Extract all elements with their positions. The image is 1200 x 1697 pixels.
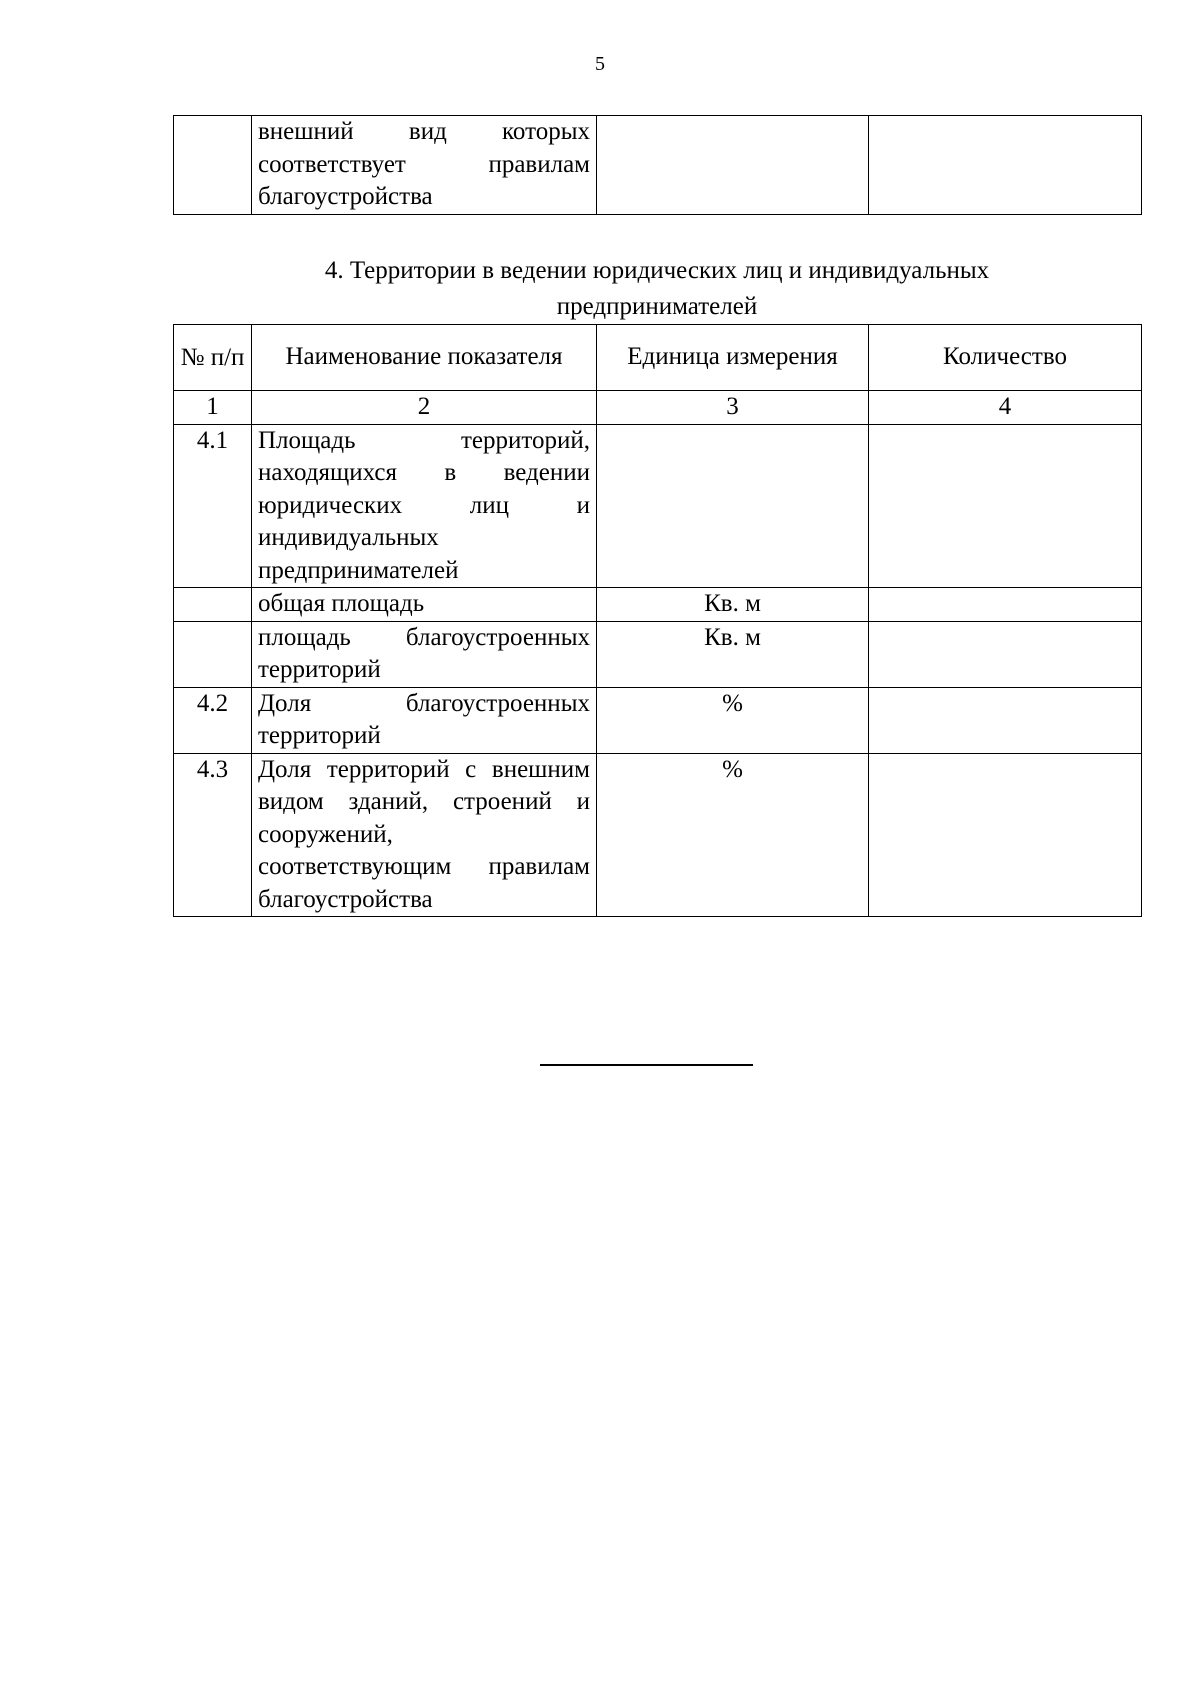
indicator-name-cell: общая площадь [252, 588, 597, 622]
page-number: 5 [595, 53, 605, 75]
column-index-3: 3 [597, 391, 869, 425]
indicator-name-cell: Доля благоустроенных территорий [252, 687, 597, 753]
table-row [174, 424, 1142, 588]
row-number-cell [174, 116, 252, 215]
row-number-cell [174, 588, 252, 622]
unit-cell [597, 424, 869, 588]
header-num: № п/п [174, 325, 252, 391]
indicators-table [173, 324, 1142, 917]
indicator-name-cell: площадь благоустроенных территорий [252, 621, 597, 687]
continuation-table [173, 115, 1142, 215]
quantity-cell [869, 621, 1142, 687]
column-index-1: 1 [174, 391, 252, 425]
column-index-row [174, 391, 1142, 425]
row-number-cell [174, 621, 252, 687]
end-divider [540, 1064, 753, 1066]
quantity-cell [869, 753, 1142, 917]
section-title-line-1: 4. Территории в ведении юридических лиц и индивидуальных [324, 257, 990, 284]
quantity-cell [869, 424, 1142, 588]
header-unit: Единица измерения [597, 325, 869, 391]
row-number-cell: 4.2 [174, 687, 252, 753]
table-row [174, 753, 1142, 917]
table-row [174, 116, 1142, 215]
unit-cell: Кв. м [597, 621, 869, 687]
unit-cell: Кв. м [597, 588, 869, 622]
quantity-cell [869, 588, 1142, 622]
unit-cell: % [597, 753, 869, 917]
quantity-cell [869, 687, 1142, 753]
header-name: Наименование показателя [252, 325, 597, 391]
indicator-name-cell: внешний вид которых соответствует правилам благоустройства [252, 116, 597, 215]
column-index-4: 4 [869, 391, 1142, 425]
row-number-cell: 4.3 [174, 753, 252, 917]
table-row [174, 621, 1142, 687]
table-header-row [174, 325, 1142, 391]
column-index-2: 2 [252, 391, 597, 425]
unit-cell [597, 116, 869, 215]
table-row [174, 588, 1142, 622]
unit-cell: % [597, 687, 869, 753]
indicator-name-cell: Доля территорий с внешним видом зданий, строений и сооружений, соответствующим правилам благоустройства [252, 753, 597, 917]
header-quantity: Количество [869, 325, 1142, 391]
quantity-cell [869, 116, 1142, 215]
row-number-cell: 4.1 [174, 424, 252, 588]
indicator-name-cell: Площадь территорий, находящихся в ведении юридических лиц и индивидуальных предпринимателей [252, 424, 597, 588]
table-row [174, 687, 1142, 753]
section-title-line-2: предпринимателей [556, 293, 758, 320]
